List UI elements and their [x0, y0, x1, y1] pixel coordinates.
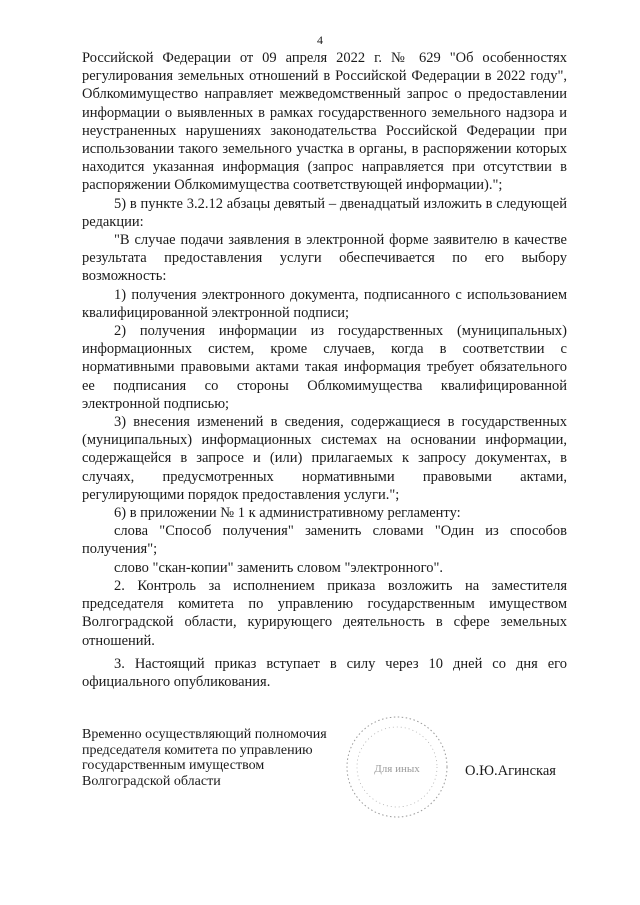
document-body: [82, 49, 567, 691]
paragraph-replace-words: слова "Способ получения" заменить словами "Один из способов получения";: [82, 523, 567, 558]
paragraph-effective: 3. Настоящий приказ вступает в силу через 10 дней со дня его официального опубликования.: [82, 655, 567, 690]
signature-position-line: Волгоградской области: [82, 773, 221, 789]
paragraph-item-6: 6) в приложении № 1 к административному регламенту:: [114, 505, 461, 522]
paragraph-control: 2. Контроль за исполнением приказа возложить на заместителя председателя комитета по управлению государственным имуществом Волгоградской области, курирующего деятельность в сфере земельных отношений.: [82, 577, 567, 649]
signature-position-line: Временно осуществляющий полномочия: [82, 727, 327, 742]
signer-name: О.Ю.Агинская: [465, 763, 556, 779]
paragraph-continuation: Российской Федерации от 09 апреля 2022 г. № 629 "Об особенностях регулирования земельных отношений в Российской Федерации в 2022 году", Облкомимущество направляет межведомственный запрос о предоставлении информации о выявленных в рамках государственного земельного надзора и неустраненных нарушениях законодательства Российской Федерации при использовании такого земельного участка в органы, в распоряжении которых находится указанная информация (запрос направляется при отсутствии в распоряжении Облкомимущества соответствующей информации).";: [82, 50, 567, 194]
paragraph-option-1: 1) получения электронного документа, подписанного с использованием квалифицированной электронной подписи;: [82, 286, 567, 321]
paragraph-option-2: 2) получения информации из государственных (муниципальных) информационных систем, кроме случаев, когда в соответствии с нормативными правовыми актами такая информация требует обязательного ее подписания со стороны Облкомимущества квалифицированной электронной подписью;: [82, 323, 567, 412]
paragraph-item-5: 5) в пункте 3.2.12 абзацы девятый – двенадцатый изложить в следующей редакции:: [82, 195, 567, 230]
official-stamp: [342, 712, 452, 822]
paragraph-quote-intro: "В случае подачи заявления в электронной форме заявителю в качестве результата предоставления услуги обеспечивается по его выбору возможность:: [82, 232, 567, 285]
paragraph-option-3: 3) внесения изменений в сведения, содержащиеся в государственных (муниципальных) информационных системах на основании информации, содержащейся в запросе и (или) прилагаемых к запросу документах, в случаях, предусмотренных нормативными правовыми актами, регулирующими порядок предоставления услуги.";: [82, 414, 567, 503]
paragraph-replace-word: слово "скан-копии" заменить словом "электронного".: [114, 559, 444, 576]
signature-position-line: государственным имуществом: [82, 758, 265, 773]
page-number: 4: [317, 33, 323, 47]
signature-position: [82, 727, 352, 789]
stamp-label: Для иных: [374, 763, 420, 775]
signature-position-line: председателя комитета по управлению: [82, 742, 313, 758]
